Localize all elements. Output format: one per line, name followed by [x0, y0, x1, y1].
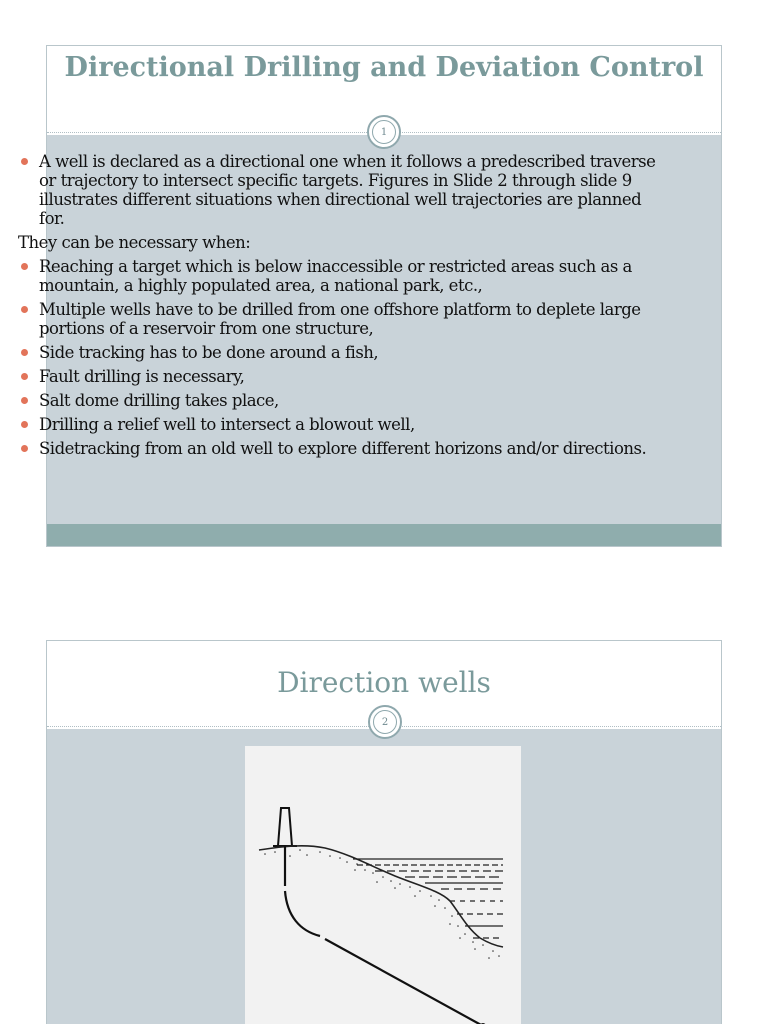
slide-title: Direction wells	[277, 666, 491, 699]
slide-footer-bar	[47, 524, 721, 547]
bullet-text: Salt dome drilling takes place,	[39, 391, 279, 410]
slide-number: 2	[381, 716, 389, 728]
bullet-text: Sidetracking from an old well to explore different horizons and/or directions.	[39, 439, 647, 458]
bullet-dot	[21, 397, 28, 404]
bullet-dot	[21, 349, 28, 356]
slide-2	[46, 640, 722, 1024]
bullet-dot	[21, 421, 28, 428]
directional-well-figure	[245, 746, 521, 1024]
seabed-line	[259, 846, 503, 947]
bullet-dot	[21, 306, 28, 313]
bullet-text: Multiple wells have to be drilled from one offshore platform to deplete large portions of a reservoir from one structure,	[39, 300, 641, 338]
bullet-text: Reaching a target which is below inaccessible or restricted areas such as a mountain, a highly populated area, a national park, etc.,	[39, 257, 632, 295]
bullet-item	[18, 257, 668, 295]
bullet-item	[18, 152, 668, 228]
bullet-item	[18, 367, 668, 386]
bullet-item	[18, 343, 668, 362]
slide-number-badge	[367, 115, 401, 149]
bullet-text: Fault drilling is necessary,	[39, 367, 245, 386]
bullet-dot	[21, 158, 28, 165]
bullet-item	[18, 391, 668, 410]
sediment-dots	[264, 849, 500, 959]
well-tangent-section	[325, 939, 483, 1024]
water-lines	[353, 859, 503, 938]
slide-body	[18, 152, 668, 463]
offshore-directional-well-drawing	[245, 746, 521, 1024]
bullet-text: Drilling a relief well to intersect a blowout well,	[39, 415, 415, 434]
platform-icon	[278, 808, 292, 846]
bullet-text: A well is declared as a directional one when it follows a predescribed traverse or trajectory to intersect specific targets. Figures in Slide 2 through slide 9 illustrates different situations when directional well trajectories are planned for.	[39, 152, 656, 228]
bullet-item	[18, 439, 668, 458]
slide-title: Directional Drilling and Deviation Control	[64, 52, 704, 83]
well-build-section	[285, 891, 320, 936]
bullet-dot	[21, 263, 28, 270]
slide-number: 1	[380, 126, 388, 138]
bullet-dot	[21, 373, 28, 380]
lead-in-text: They can be necessary when:	[18, 233, 251, 252]
bullet-item	[18, 300, 668, 338]
bullet-text: Side tracking has to be done around a fish,	[39, 343, 379, 362]
bullet-dot	[21, 445, 28, 452]
slide-number-badge	[368, 705, 402, 739]
bullet-item	[18, 415, 668, 434]
